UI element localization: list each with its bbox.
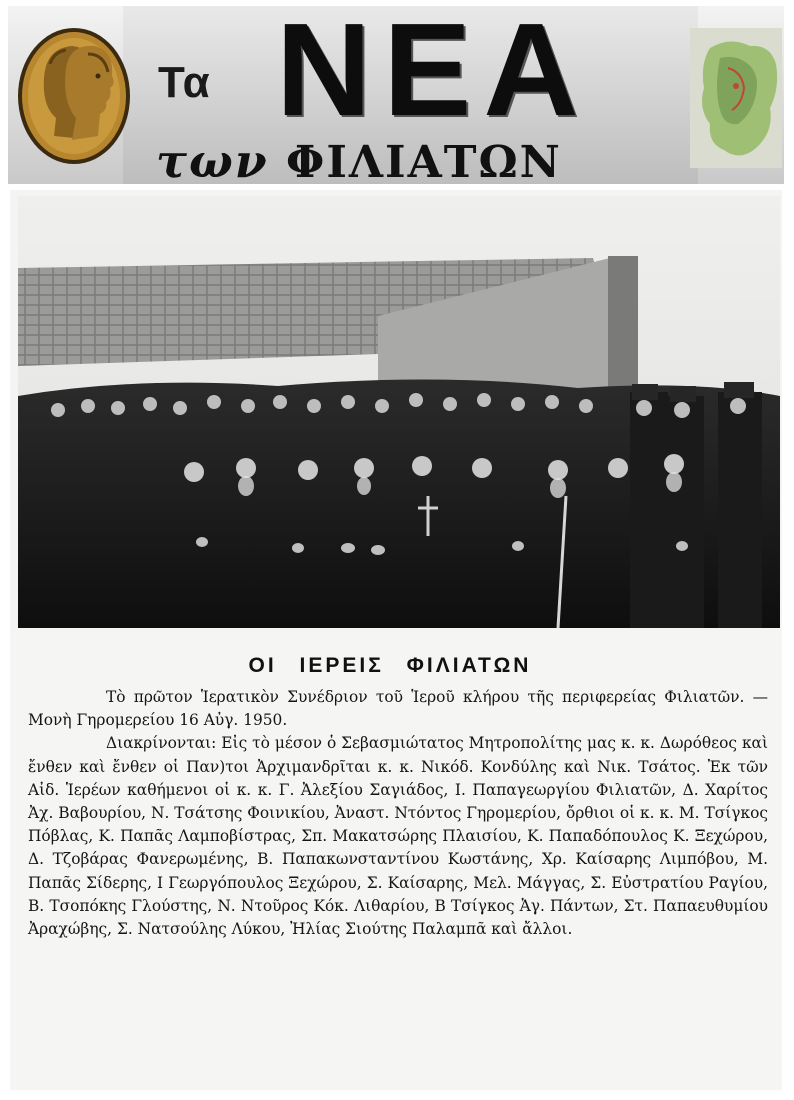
- masthead: [8, 6, 784, 184]
- article-headline: ΟΙ ΙΕΡΕΙΣ ΦΙΛΙΑΤΩΝ: [248, 654, 532, 677]
- article-paragraph-names: Διακρίνονται: Εἰς τὸ μέσον ὁ Σεβασμιώτατος Μητροπολίτης μας κ. κ. Δωρόθεος καὶ ἔνθεν καὶ ἔνθεν οἱ Παν)τοι Ἀρχιμανδρῖται κ. κ. Νικόδ. Κονδύλης καὶ Νικ. Τσάτος. Ἐκ τῶν Αἰδ. Ἱερέων καθήμενοι οἱ κ. κ. Γ. Ἀλεξίου Σαγιάδος, Ι. Παπαγεωργίου Φιλιατῶν, Δ. Χαρίτος Ἀχ. Βαβουρίου, Ν. Τσάτσης Φοινικίου, Ἀναστ. Ντόντος Γηρομερίου, ὄρθιοι οἱ κ. κ. Μ. Τσίγκος Πόβλας, Κ. Παπᾶς Λαμποβίστρας, Σπ. Μακατσώρης Πλαισίου, Κ. Παπαδόπουλος Κ. Ξεχώρου, Δ. Τζοβάρας Φανερωμένης, Β. Παπακωνσταντίνου Κωστάνης, Χρ. Καίσαρης Λιμπόβου, Μ. Παπᾶς Σίδερης, Ι Γεωργόπουλος Ξεχώρου, Σ. Καίσαρης, Μελ. Μάγγας, Σ. Εὐστρατίου Ραγίου, Β. Τσοπόκης Γλούστης, Ν. Ντοῦρος Κόκ. Λιθαρίου, Β Τσίγκος Ἀγ. Πάντων, Στ. Παπαευθυμίου Ἀραχώβης, Σ. Νατσούλης Λύκου, Ἠλίας Σιούτης Παλαμπᾶ καὶ ἄλλοι.: [28, 734, 768, 939]
- article-paragraph-caption: Τὸ πρῶτον Ἱερατικὸν Συνέδριον τοῦ Ἱεροῦ κλήρου τῆς περιφερείας Φιλιατῶν. —Μονὴ Γηρομερείου 16 Αὐγ. 1950.: [28, 688, 768, 730]
- article-body: [28, 686, 768, 941]
- masthead-title: ΝΕΑ: [276, 6, 591, 143]
- coin-portrait-icon: [14, 18, 134, 168]
- masthead-prefix: Τα: [158, 58, 211, 107]
- region-map-icon: [690, 28, 782, 168]
- article: [10, 630, 782, 1090]
- masthead-subtitle-lower: των: [156, 134, 269, 184]
- masthead-subtitle-upper: ΦΙΛΙΑΤΩΝ: [286, 137, 562, 184]
- photo-frame: [10, 190, 782, 630]
- group-photo: [18, 196, 780, 628]
- masthead-subtitle: [156, 134, 562, 184]
